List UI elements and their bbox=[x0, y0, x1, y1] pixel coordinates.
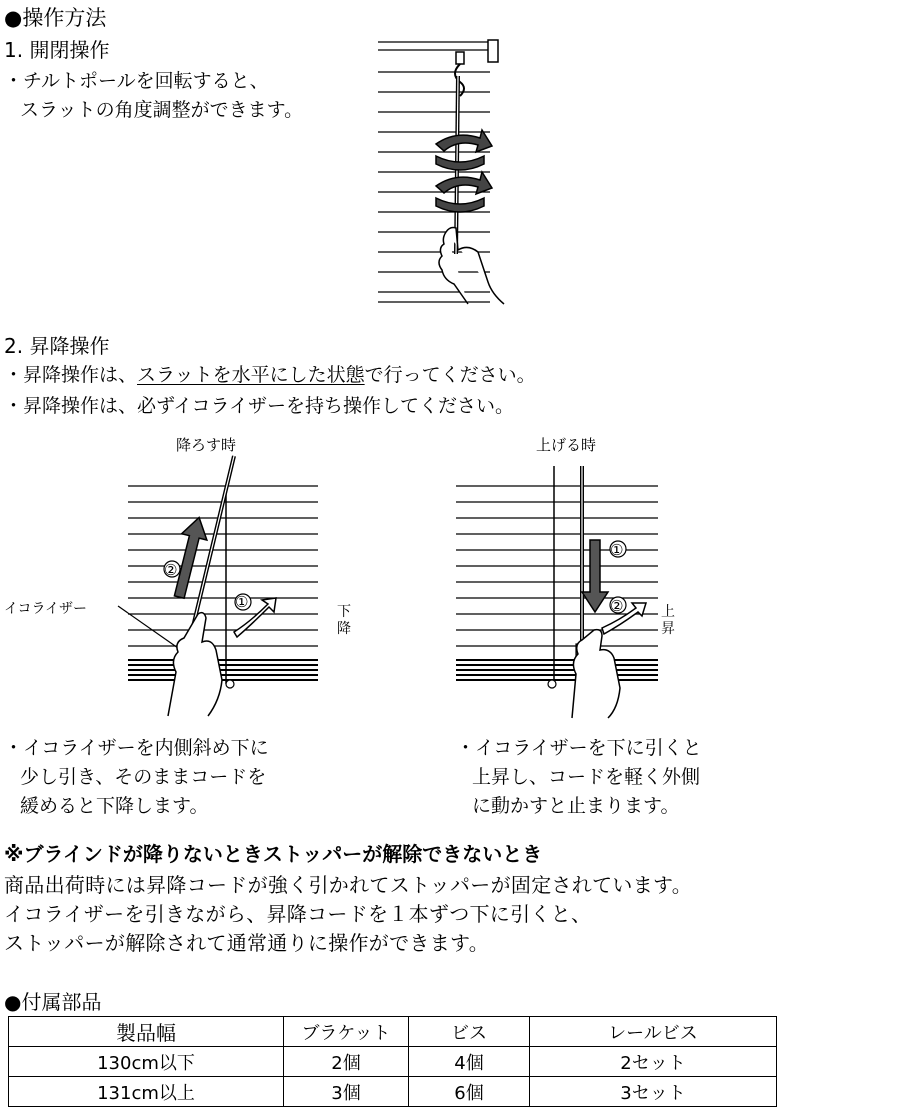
row1-rail-screw: 2セット bbox=[530, 1047, 777, 1077]
lower-caption-line-3: 緩めると下降します。 bbox=[20, 795, 209, 817]
troubleshooting-heading: ※ブラインドが降りないときストッパーが解除できないとき bbox=[4, 842, 543, 866]
troubleshooting-line-1: 商品出荷時には昇降コードが強く引かれてストッパーが固定されています。 bbox=[4, 873, 692, 897]
instruction-1-prefix: ・昇降操作は、 bbox=[4, 364, 138, 386]
row2-bracket: 3個 bbox=[284, 1077, 409, 1107]
header-rail-screw: レールビス bbox=[530, 1017, 777, 1047]
lower-caption-line-2: 少し引き、そのままコードを bbox=[20, 766, 267, 788]
row1-width: 130cm以下 bbox=[9, 1047, 284, 1077]
row2-width: 131cm以上 bbox=[9, 1077, 284, 1107]
raise-lower-instruction-2: ・昇降操作は、必ずイコライザーを持ち操作してください。 bbox=[4, 395, 514, 417]
header-screw: ビス bbox=[409, 1017, 530, 1047]
section-title-operation: ●操作方法 bbox=[4, 6, 107, 30]
lower-direction-label: 下降 bbox=[337, 604, 351, 637]
raise-caption-line-1: ・イコライザーを下に引くと bbox=[456, 737, 702, 759]
table-row bbox=[9, 1077, 777, 1107]
instruction-1-suffix: で行ってください。 bbox=[364, 364, 536, 386]
row1-bracket: 2個 bbox=[284, 1047, 409, 1077]
raise-caption-line-3: に動かすと止まります。 bbox=[472, 795, 680, 817]
header-product-width: 製品幅 bbox=[9, 1017, 284, 1047]
parts-section-title: ●付属部品 bbox=[4, 990, 102, 1014]
tilt-instruction-line-2: スラットの角度調整ができます。 bbox=[20, 99, 304, 121]
lower-figure-title: 降ろす時 bbox=[176, 436, 237, 454]
raise-figure-title: 上げる時 bbox=[536, 436, 597, 454]
raise-step-1-marker: ① bbox=[610, 541, 624, 559]
raise-lower-instruction-1 bbox=[4, 360, 536, 387]
raise-blind-illustration bbox=[440, 456, 690, 716]
tilt-instruction-line-1: ・チルトポールを回転すると、 bbox=[4, 70, 269, 92]
raise-step-2-marker: ② bbox=[610, 597, 624, 615]
troubleshooting-line-2: イコライザーを引きながら、昇降コードを１本ずつ下に引くと、 bbox=[4, 902, 592, 926]
raise-direction-label: 上昇 bbox=[661, 604, 675, 637]
header-bracket: ブラケット bbox=[284, 1017, 409, 1047]
row2-screw: 6個 bbox=[409, 1077, 530, 1107]
row2-rail-screw: 3セット bbox=[530, 1077, 777, 1107]
lower-caption-line-1: ・イコライザーを内側斜め下に bbox=[4, 737, 269, 759]
parts-table-header-row bbox=[9, 1017, 777, 1047]
lower-blind-illustration bbox=[0, 456, 370, 716]
equalizer-label: イコライザー bbox=[4, 601, 88, 617]
troubleshooting-line-3: ストッパーが解除されて通常通りに操作ができます。 bbox=[4, 931, 489, 955]
row1-screw: 4個 bbox=[409, 1047, 530, 1077]
subsection-title-open-close: 1. 開閉操作 bbox=[4, 38, 110, 62]
lower-step-2-marker: ② bbox=[164, 561, 178, 579]
table-row bbox=[9, 1047, 777, 1077]
subsection-title-raise-lower: 2. 昇降操作 bbox=[4, 334, 110, 358]
tilt-pole-illustration bbox=[370, 36, 520, 311]
raise-caption-line-2: 上昇し、コードを軽く外側 bbox=[472, 766, 701, 788]
instruction-1-underlined: スラットを水平にした状態 bbox=[137, 364, 365, 386]
lower-step-1-marker: ① bbox=[235, 593, 249, 611]
parts-table bbox=[8, 1016, 777, 1107]
